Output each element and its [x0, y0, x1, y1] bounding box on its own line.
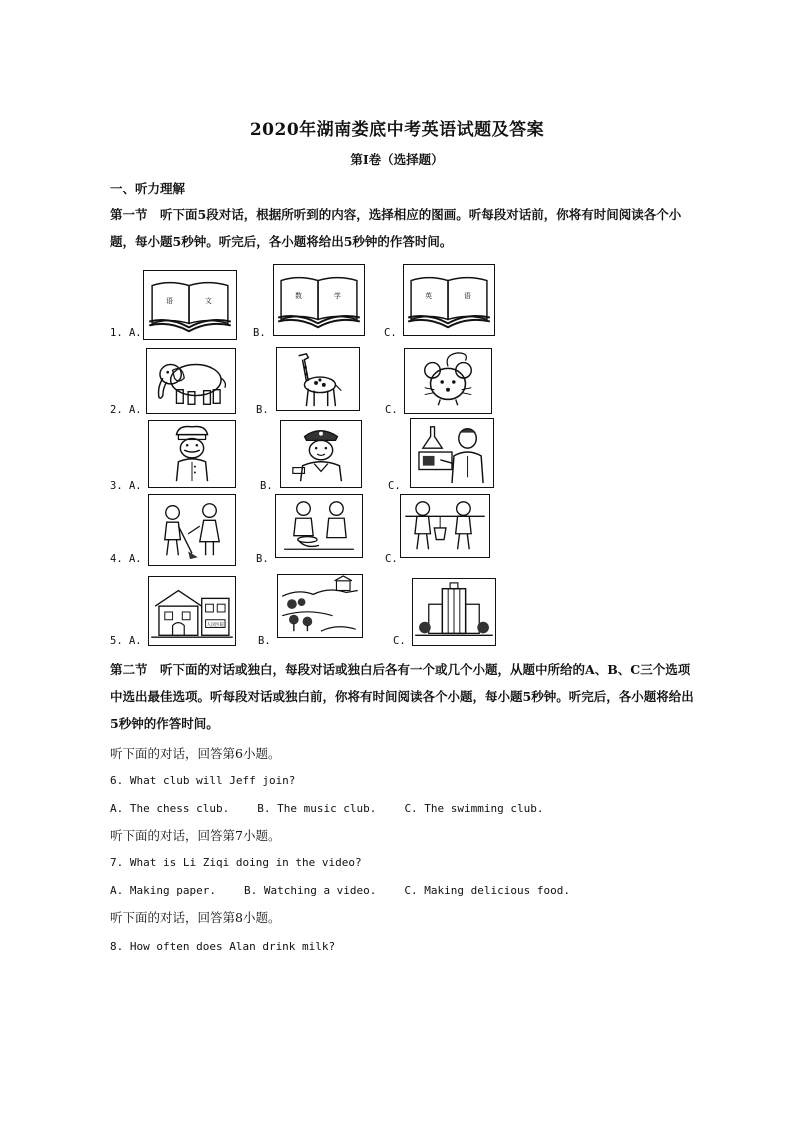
option-a: A. The chess club. — [110, 802, 230, 815]
part1-instructions: 第一节 听下面5段对话，根据所听到的内容，选择相应的图画。听每段对话前，你将有时间阅读各个小题，每小题5秒钟。听完后，各小题将给出5秒钟的作答时间。 — [110, 207, 682, 249]
q2-label-b: B. — [256, 404, 269, 416]
option-a: A. Making paper. — [110, 884, 216, 897]
q2-label-c: C. — [385, 404, 398, 416]
q5-label-b: B. — [258, 635, 271, 647]
part2-instructions: 第二节 听下面的对话或独白，每段对话或独白后各有一个或几个小题，从题中所给的A、B、C三个选项中选出最佳选项。听每段对话或独白前，你将有时间阅读各个小题，每小题5秒钟。听完后，各小题将给出5秒钟的作答时间。 — [110, 662, 694, 731]
q4-label-c: C. — [385, 553, 398, 565]
question-6: 6. What club will Jeff join? — [110, 774, 296, 787]
city-building-icon — [412, 578, 496, 646]
question-7-options — [110, 884, 570, 897]
chef-icon — [148, 420, 236, 488]
q5-label-a: 5. A. — [110, 635, 142, 647]
q3-label-c: C. — [388, 480, 401, 492]
question-8: 8. How often does Alan drink milk? — [110, 940, 336, 953]
elephant-icon — [146, 348, 236, 414]
question-6-options — [110, 802, 544, 815]
police-officer-icon — [280, 420, 362, 488]
cooking-children-icon — [275, 494, 363, 558]
paper-subtitle: 第Ⅰ卷（选择题） — [350, 152, 444, 167]
q4-label-b: B. — [256, 553, 269, 565]
book-label-char: 语 — [166, 297, 173, 306]
sweeping-children-icon — [148, 494, 236, 566]
school-building-icon — [148, 576, 236, 646]
document-title: 2020年湖南娄底中考英语试题及答案 — [249, 120, 545, 140]
section-heading: 一、听力理解 — [110, 181, 186, 196]
book-english-icon — [403, 264, 495, 336]
book-label-char: 文 — [205, 297, 212, 306]
book-label-char: 数 — [295, 292, 302, 301]
book-label-char: 语 — [464, 292, 471, 301]
scientist-icon — [410, 418, 494, 488]
dialogue-8-intro: 听下面的对话，回答第8小题。 — [110, 910, 281, 925]
option-c: C. Making delicious food. — [404, 884, 570, 897]
giraffe-icon — [276, 347, 360, 411]
dialogue-7-intro: 听下面的对话，回答第7小题。 — [110, 828, 281, 843]
q3-label-a: 3. A. — [110, 480, 142, 492]
q3-label-b: B. — [260, 480, 273, 492]
book-chinese-icon — [143, 270, 237, 340]
q4-label-a: 4. A. — [110, 553, 142, 565]
book-label-char: 英 — [425, 292, 432, 301]
carrying-water-icon — [400, 494, 490, 558]
dialogue-6-intro: 听下面的对话，回答第6小题。 — [110, 746, 281, 761]
mouse-icon — [404, 348, 492, 414]
park-landscape-icon — [277, 574, 363, 638]
q2-label-a: 2. A. — [110, 404, 142, 416]
question-7: 7. What is Li Ziqi doing in the video? — [110, 856, 362, 869]
book-math-icon — [273, 264, 365, 336]
q1-label-a: 1. A. — [110, 327, 142, 339]
book-label-char: 学 — [334, 292, 341, 301]
building-sign-text: 人民医院 — [206, 623, 225, 629]
option-b: B. Watching a video. — [243, 884, 377, 897]
q1-label-b: B. — [253, 327, 266, 339]
option-c: C. The swimming club. — [404, 802, 544, 815]
q1-label-c: C. — [384, 327, 397, 339]
q5-label-c: C. — [393, 635, 406, 647]
option-b: B. The music club. — [257, 802, 377, 815]
